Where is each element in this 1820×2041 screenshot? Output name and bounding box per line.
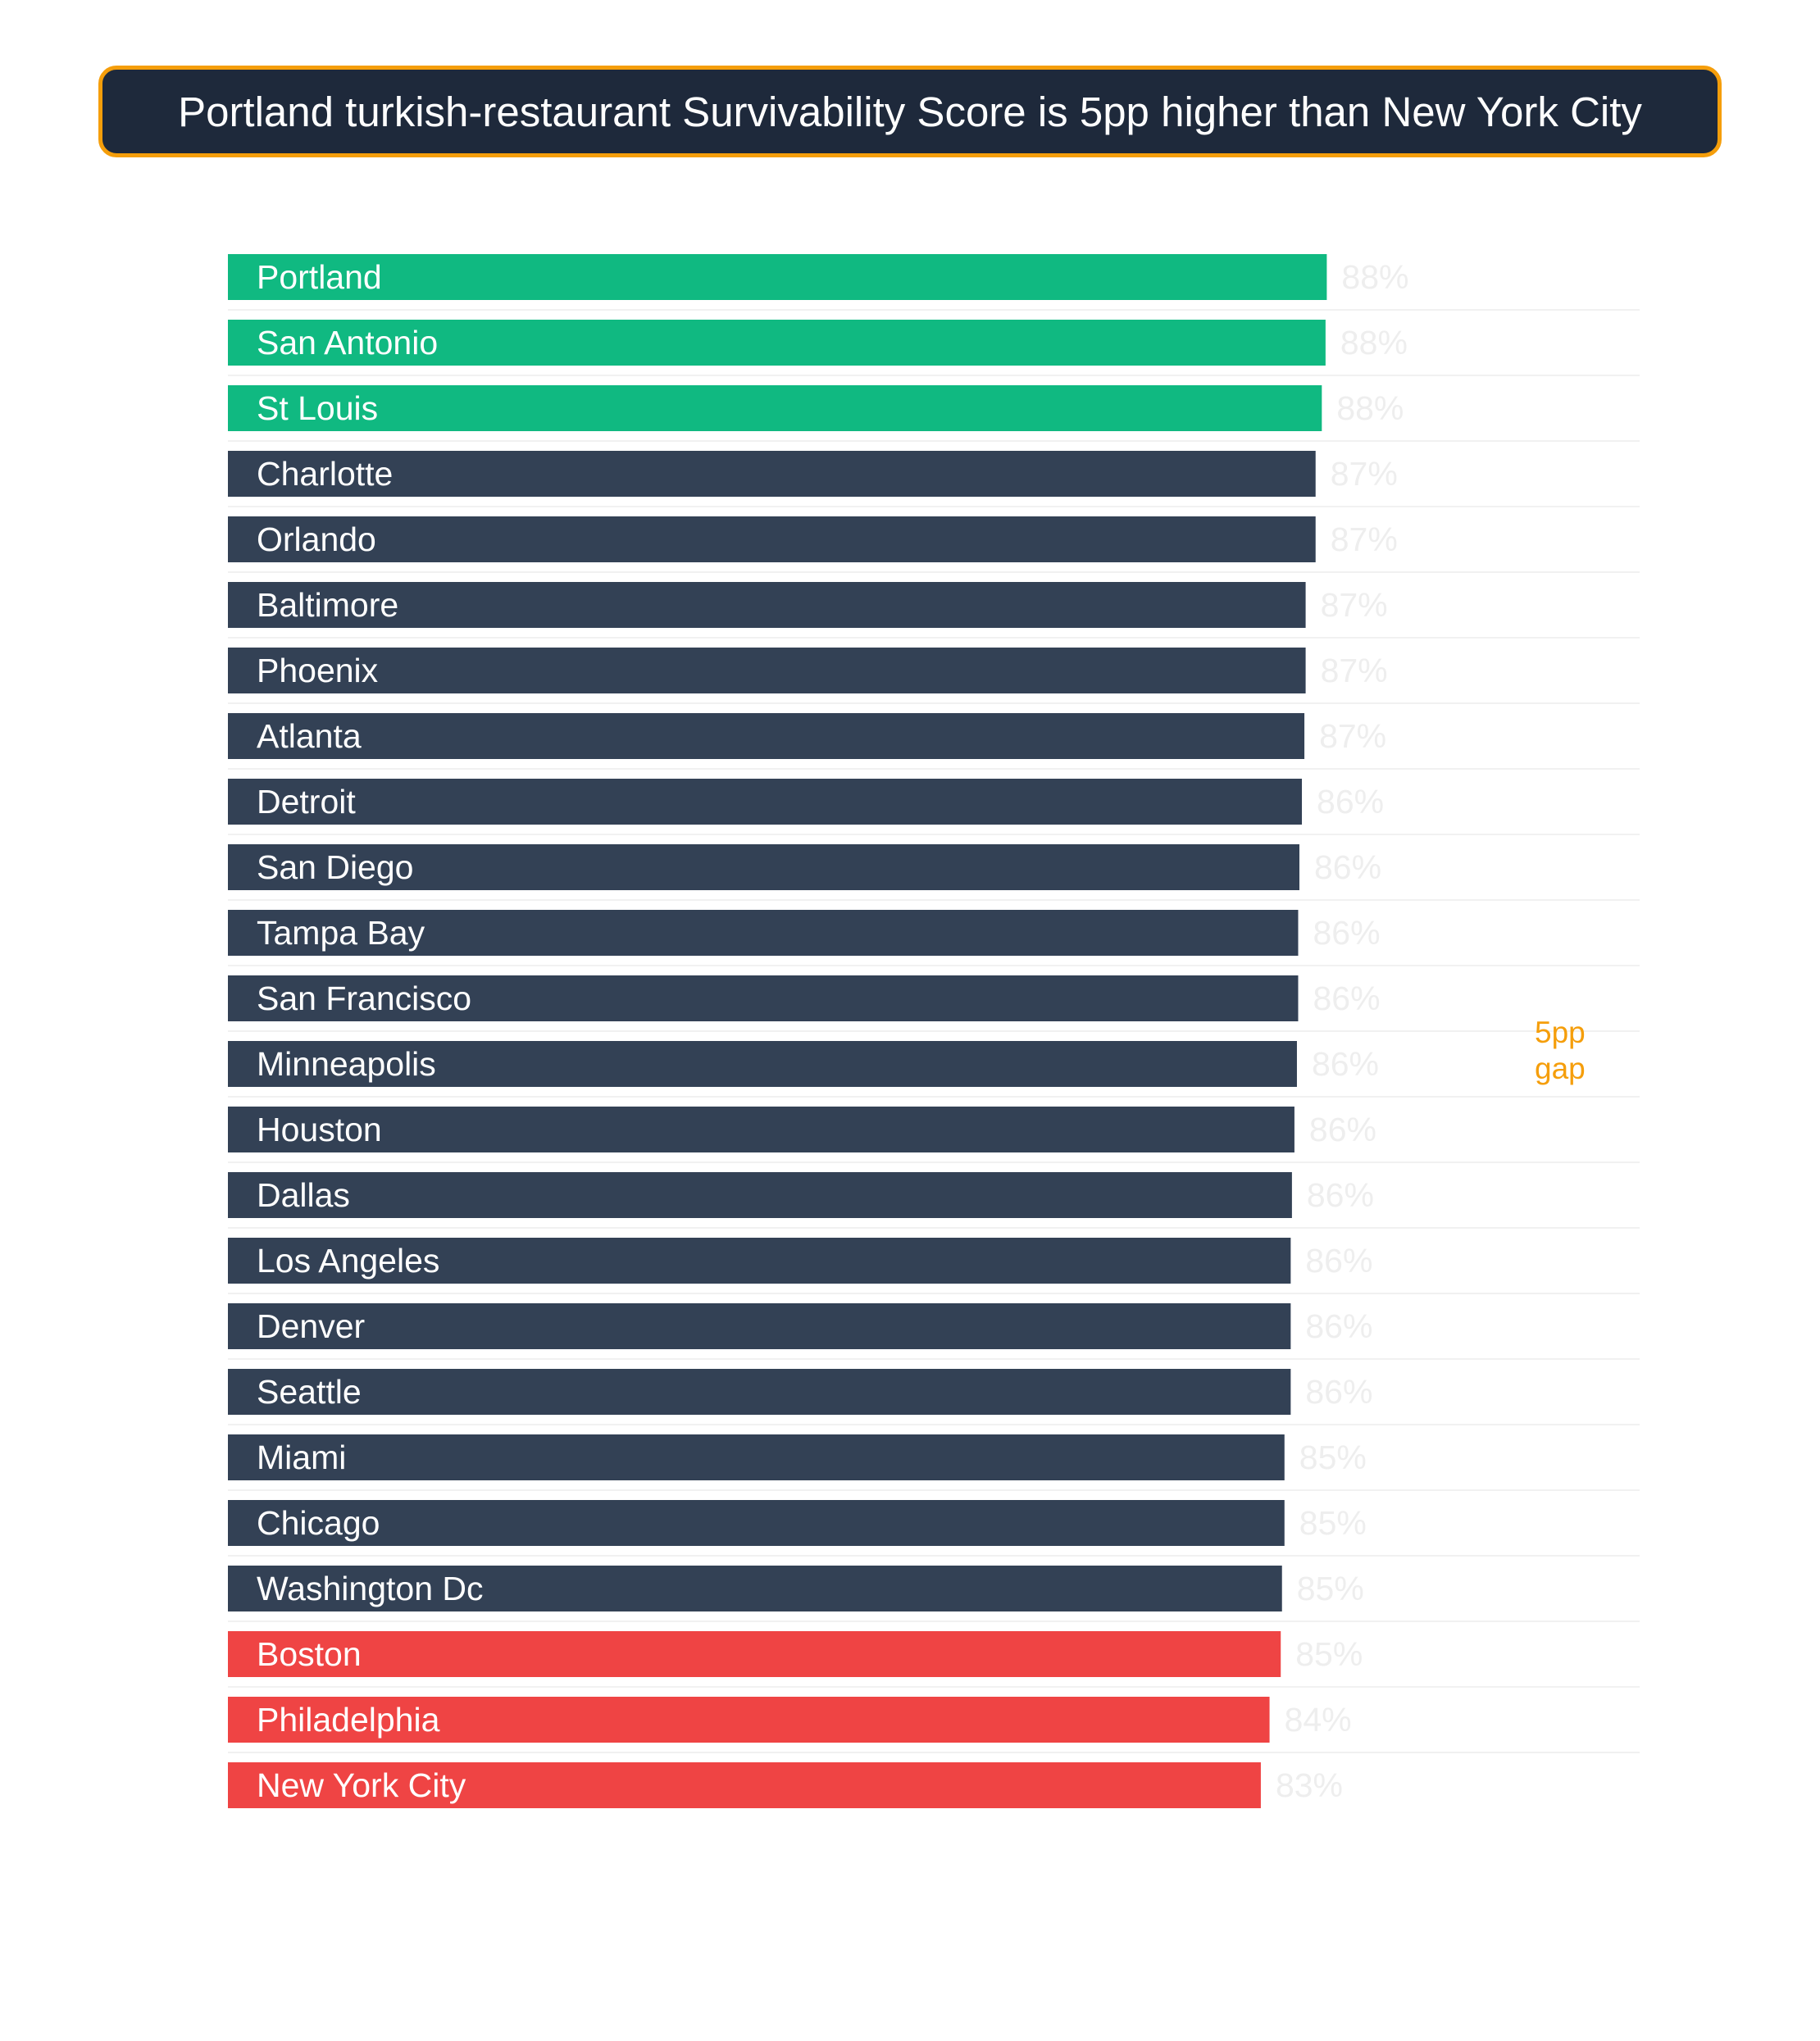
bar <box>228 385 1322 431</box>
bar-category-label: Miami <box>257 1439 347 1476</box>
bar-category-label: New York City <box>257 1766 466 1804</box>
bar-category-label: Denver <box>257 1307 366 1345</box>
bar-value-label: 88% <box>1340 324 1408 361</box>
bar <box>228 516 1316 562</box>
bar <box>228 1434 1285 1480</box>
bar <box>228 1631 1281 1677</box>
bar-value-label: 86% <box>1313 848 1382 886</box>
bar-category-label: Dallas <box>257 1176 350 1214</box>
bar-category-label: Atlanta <box>257 717 362 755</box>
bar <box>228 1172 1292 1218</box>
bar-category-label: Boston <box>257 1635 362 1673</box>
bar-category-label: Chicago <box>257 1504 380 1542</box>
bar-value-label: 85% <box>1299 1504 1367 1542</box>
bar-value-label: 84% <box>1284 1701 1352 1739</box>
bar-category-label: Philadelphia <box>257 1701 440 1739</box>
bar-value-label: 87% <box>1330 520 1398 558</box>
bar-category-label: San Diego <box>257 848 414 886</box>
bar-value-label: 86% <box>1313 980 1381 1017</box>
bar-category-label: San Antonio <box>257 324 439 361</box>
bar-category-label: Tampa Bay <box>257 914 425 952</box>
bar-value-label: 85% <box>1299 1439 1367 1476</box>
bar <box>228 254 1326 300</box>
bar-category-label: Orlando <box>257 520 376 558</box>
bar <box>228 1303 1290 1349</box>
bar-value-label: 86% <box>1306 1176 1374 1214</box>
bar-category-label: Houston <box>257 1111 382 1148</box>
chart-title: Portland turkish-restaurant Survivability Score is 5pp higher than New York City <box>178 88 1642 135</box>
bar-category-label: Phoenix <box>257 652 379 689</box>
bar-category-label: Charlotte <box>257 455 394 493</box>
bar <box>228 1107 1294 1152</box>
bar-category-label: Minneapolis <box>257 1045 436 1083</box>
bar-value-label: 87% <box>1330 455 1398 493</box>
bar <box>228 1500 1285 1546</box>
bar-category-label: Los Angeles <box>257 1242 440 1280</box>
bar-value-label: 85% <box>1296 1570 1364 1607</box>
bar <box>228 1369 1290 1415</box>
bar-value-label: 83% <box>1275 1766 1344 1804</box>
bar-category-label: St Louis <box>257 389 379 427</box>
bar-category-label: Portland <box>257 258 382 296</box>
bar-value-label: 86% <box>1308 1111 1376 1148</box>
bar-value-label: 87% <box>1319 717 1387 755</box>
bar-value-label: 86% <box>1311 1045 1380 1083</box>
bar-value-label: 85% <box>1295 1635 1363 1673</box>
bar-value-label: 87% <box>1320 586 1388 624</box>
bar-value-label: 88% <box>1336 389 1404 427</box>
bar-value-label: 86% <box>1313 914 1381 952</box>
bar-value-label: 86% <box>1305 1307 1373 1345</box>
bar <box>228 779 1302 825</box>
bar-category-label: Washington Dc <box>257 1570 484 1607</box>
bar-category-label: Baltimore <box>257 586 399 624</box>
bar-category-label: Detroit <box>257 783 356 820</box>
gap-annotation: 5pp gap <box>1535 1016 1586 1085</box>
bar-value-label: 86% <box>1317 783 1385 820</box>
bar-value-label: 88% <box>1341 258 1409 296</box>
bar-category-label: San Francisco <box>257 980 472 1017</box>
bar-value-label: 87% <box>1320 652 1388 689</box>
bar-value-label: 86% <box>1305 1373 1373 1411</box>
bar-category-label: Seattle <box>257 1373 362 1411</box>
bar <box>228 713 1304 759</box>
bar <box>228 648 1306 693</box>
bar-value-label: 86% <box>1305 1242 1373 1280</box>
